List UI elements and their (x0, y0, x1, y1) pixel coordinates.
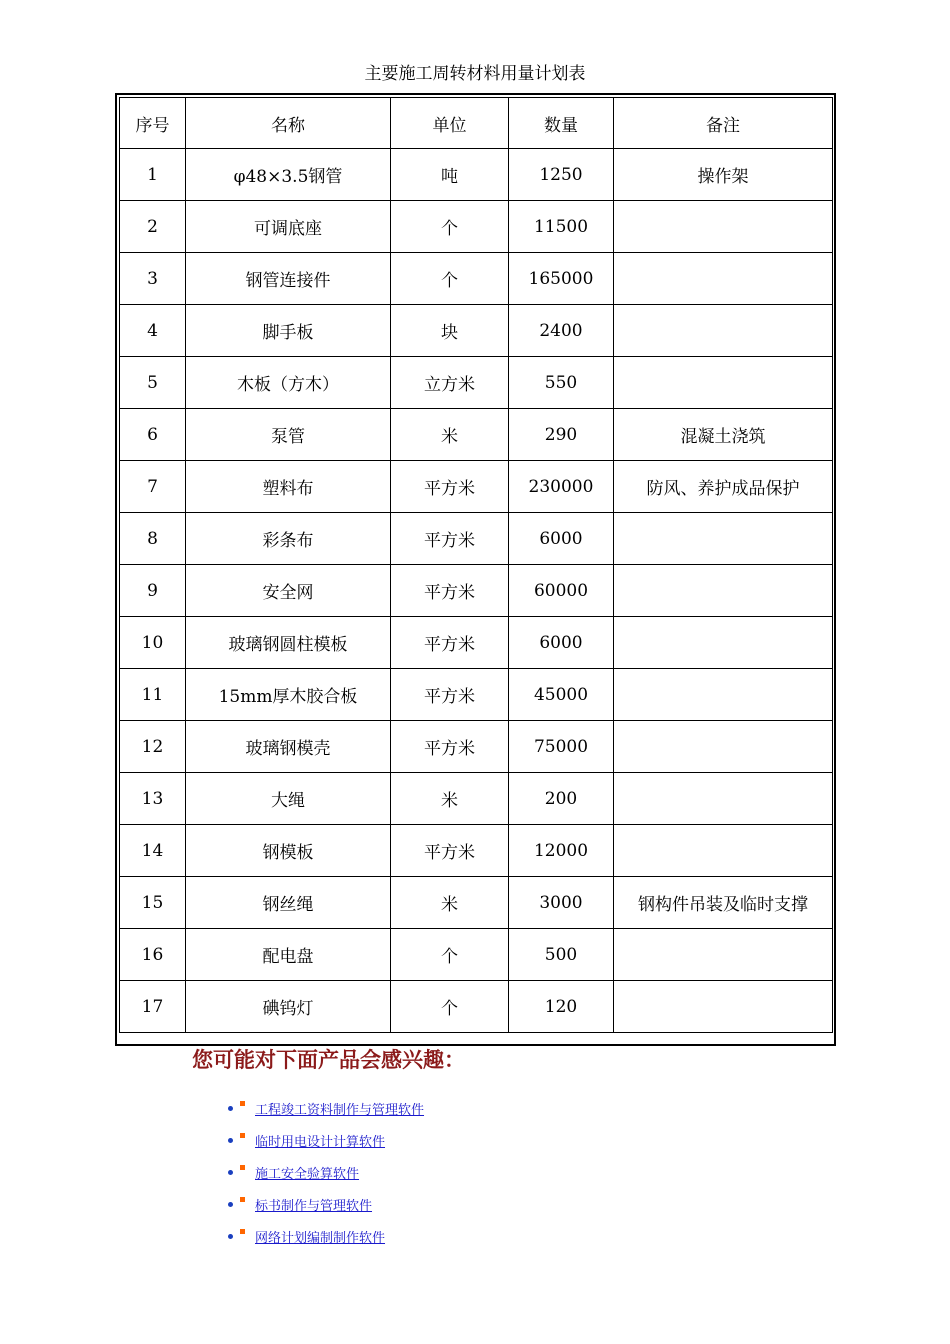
cell-quantity: 230000 (509, 461, 614, 513)
cell-name: 彩条布 (186, 513, 391, 565)
promo-link[interactable]: 网络计划编制制作软件 (255, 1230, 386, 1246)
cell-remarks (614, 825, 833, 877)
cell-unit: 米 (391, 877, 509, 929)
cell-quantity: 6000 (509, 513, 614, 565)
cell-remarks (614, 773, 833, 825)
cell-unit: 个 (391, 929, 509, 981)
cell-index: 2 (120, 201, 186, 253)
cell-quantity: 60000 (509, 565, 614, 617)
cell-name: 泵管 (186, 409, 391, 461)
header-quantity: 数量 (509, 98, 614, 149)
cell-quantity: 165000 (509, 253, 614, 305)
cell-quantity: 120 (509, 981, 614, 1033)
cell-unit: 平方米 (391, 461, 509, 513)
promo-link[interactable]: 临时用电设计计算软件 (255, 1134, 386, 1150)
cell-index: 14 (120, 825, 186, 877)
table-row (120, 461, 833, 513)
bullet-square-icon (240, 1133, 245, 1138)
cell-index: 3 (120, 253, 186, 305)
cell-unit: 个 (391, 253, 509, 305)
cell-quantity: 12000 (509, 825, 614, 877)
header-index: 序号 (120, 98, 186, 149)
materials-table-frame (115, 93, 836, 1046)
cell-remarks (614, 201, 833, 253)
cell-quantity: 500 (509, 929, 614, 981)
cell-index: 17 (120, 981, 186, 1033)
bullet-square-icon (240, 1165, 245, 1170)
table-row (120, 513, 833, 565)
cell-name: 玻璃钢圆柱模板 (186, 617, 391, 669)
cell-index: 13 (120, 773, 186, 825)
cell-remarks (614, 669, 833, 721)
cell-name: 大绳 (186, 773, 391, 825)
cell-remarks: 混凝土浇筑 (614, 409, 833, 461)
bullet-dot-icon (228, 1170, 233, 1175)
table-row (120, 773, 833, 825)
cell-name: 木板（方木） (186, 357, 391, 409)
cell-unit: 平方米 (391, 513, 509, 565)
list-item (228, 1156, 424, 1188)
cell-name: 塑料布 (186, 461, 391, 513)
cell-index: 7 (120, 461, 186, 513)
cell-unit: 平方米 (391, 825, 509, 877)
cell-index: 15 (120, 877, 186, 929)
cell-index: 5 (120, 357, 186, 409)
cell-remarks (614, 981, 833, 1033)
cell-index: 8 (120, 513, 186, 565)
table-row (120, 669, 833, 721)
table-row (120, 253, 833, 305)
promo-link[interactable]: 施工安全验算软件 (255, 1166, 360, 1182)
cell-remarks (614, 617, 833, 669)
cell-quantity: 11500 (509, 201, 614, 253)
table-row (120, 149, 833, 201)
bullet-square-icon (240, 1229, 245, 1234)
cell-unit: 平方米 (391, 617, 509, 669)
promo-link[interactable]: 工程竣工资料制作与管理软件 (255, 1102, 425, 1118)
cell-remarks (614, 357, 833, 409)
table-body (120, 149, 833, 1033)
cell-remarks: 钢构件吊装及临时支撑 (614, 877, 833, 929)
cell-index: 16 (120, 929, 186, 981)
list-item (228, 1124, 424, 1156)
cell-remarks (614, 929, 833, 981)
promo-heading: 您可能对下面产品会感兴趣： (192, 1048, 465, 1072)
cell-index: 12 (120, 721, 186, 773)
header-remarks: 备注 (614, 98, 833, 149)
cell-name: 钢丝绳 (186, 877, 391, 929)
cell-name: 脚手板 (186, 305, 391, 357)
promo-link[interactable]: 标书制作与管理软件 (255, 1198, 373, 1214)
cell-unit: 米 (391, 409, 509, 461)
table-row (120, 825, 833, 877)
cell-remarks: 操作架 (614, 149, 833, 201)
bullet-square-icon (240, 1197, 245, 1202)
cell-name: 15mm厚木胶合板 (186, 669, 391, 721)
document-title: 主要施工周转材料用量计划表 (364, 64, 586, 84)
cell-remarks (614, 253, 833, 305)
cell-unit: 个 (391, 201, 509, 253)
cell-index: 11 (120, 669, 186, 721)
table-row (120, 565, 833, 617)
cell-name: 玻璃钢模壳 (186, 721, 391, 773)
table-row (120, 981, 833, 1033)
bullet-dot-icon (228, 1234, 233, 1239)
cell-quantity: 45000 (509, 669, 614, 721)
cell-name: 钢管连接件 (186, 253, 391, 305)
table-row (120, 201, 833, 253)
cell-quantity: 2400 (509, 305, 614, 357)
cell-remarks (614, 513, 833, 565)
cell-index: 9 (120, 565, 186, 617)
cell-unit: 米 (391, 773, 509, 825)
cell-index: 10 (120, 617, 186, 669)
table-row (120, 409, 833, 461)
cell-quantity: 3000 (509, 877, 614, 929)
cell-unit: 平方米 (391, 721, 509, 773)
cell-name: 可调底座 (186, 201, 391, 253)
materials-table (119, 97, 833, 1033)
cell-index: 1 (120, 149, 186, 201)
list-item (228, 1188, 424, 1220)
cell-unit: 平方米 (391, 565, 509, 617)
list-item (228, 1220, 424, 1252)
bullet-dot-icon (228, 1138, 233, 1143)
cell-unit: 吨 (391, 149, 509, 201)
promo-link-list (228, 1092, 424, 1252)
cell-remarks (614, 565, 833, 617)
cell-unit: 立方米 (391, 357, 509, 409)
cell-quantity: 75000 (509, 721, 614, 773)
header-name: 名称 (186, 98, 391, 149)
cell-index: 6 (120, 409, 186, 461)
cell-name: 安全网 (186, 565, 391, 617)
bullet-dot-icon (228, 1202, 233, 1207)
cell-quantity: 200 (509, 773, 614, 825)
cell-unit: 平方米 (391, 669, 509, 721)
cell-name: 碘钨灯 (186, 981, 391, 1033)
bullet-dot-icon (228, 1106, 233, 1111)
table-row (120, 721, 833, 773)
cell-quantity: 550 (509, 357, 614, 409)
cell-quantity: 290 (509, 409, 614, 461)
cell-quantity: 1250 (509, 149, 614, 201)
bullet-square-icon (240, 1101, 245, 1106)
cell-unit: 块 (391, 305, 509, 357)
cell-index: 4 (120, 305, 186, 357)
table-row (120, 357, 833, 409)
table-header-row (120, 98, 833, 149)
cell-quantity: 6000 (509, 617, 614, 669)
cell-remarks (614, 721, 833, 773)
cell-remarks (614, 305, 833, 357)
cell-name: 钢模板 (186, 825, 391, 877)
header-unit: 单位 (391, 98, 509, 149)
list-item (228, 1092, 424, 1124)
table-row (120, 877, 833, 929)
cell-name: 配电盘 (186, 929, 391, 981)
cell-unit: 个 (391, 981, 509, 1033)
cell-name: φ48×3.5钢管 (186, 149, 391, 201)
table-row (120, 929, 833, 981)
table-row (120, 305, 833, 357)
cell-remarks: 防风、养护成品保护 (614, 461, 833, 513)
table-row (120, 617, 833, 669)
